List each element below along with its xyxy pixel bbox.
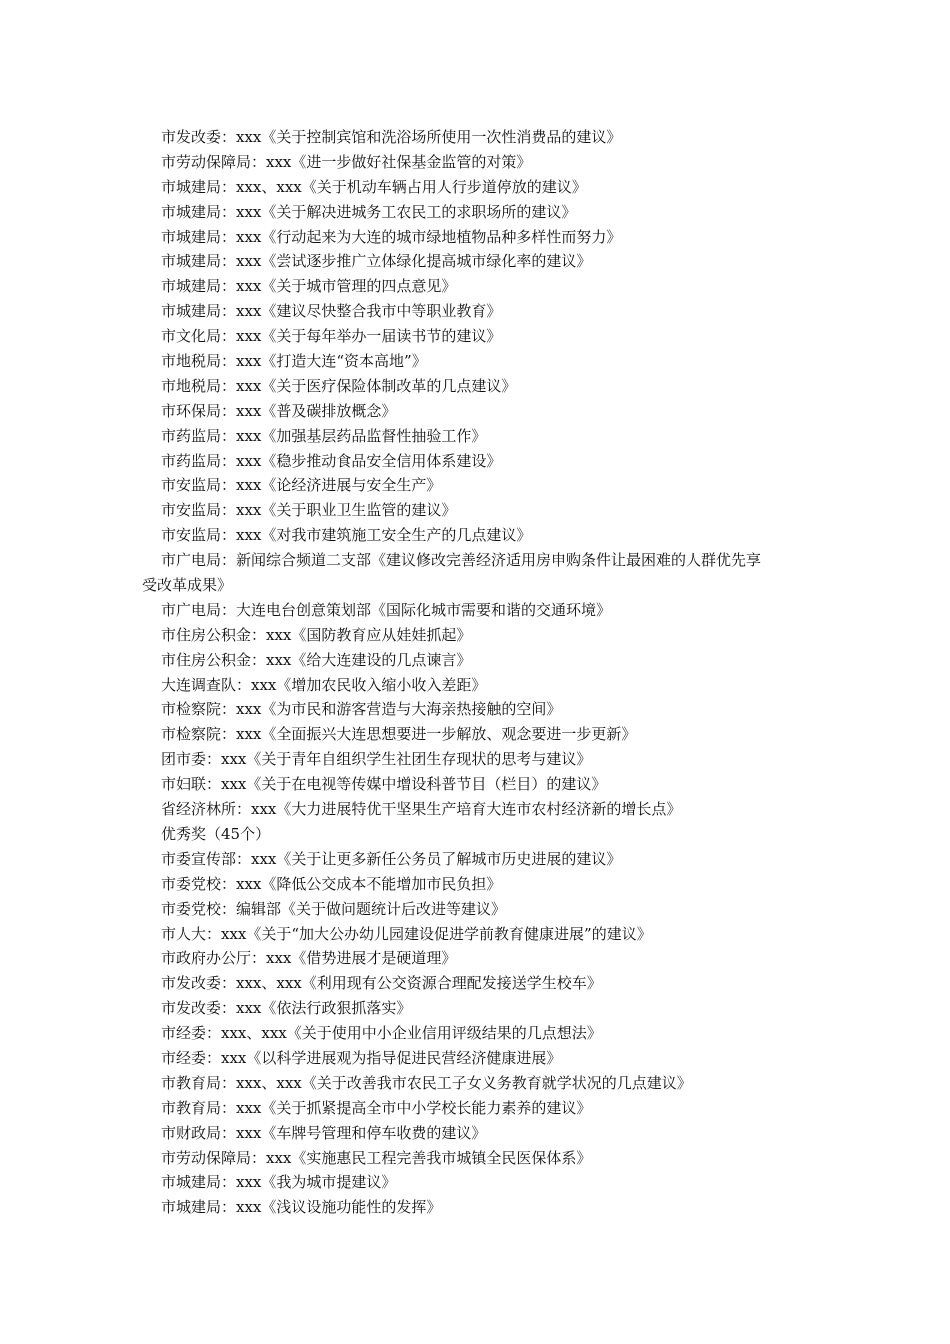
list-line: 市广电局：新闻综合频道二支部《建议修改完善经济适用房申购条件让最困难的人群优先享 — [161, 551, 762, 570]
list-line: 市委党校：xxx《降低公交成本不能增加市民负担》 — [161, 874, 502, 893]
list-line: 市安监局：xxx《关于职业卫生监管的建议》 — [161, 501, 457, 520]
list-line: 大连调查队：xxx《增加农民收入缩小收入差距》 — [161, 675, 487, 694]
list-line: 市教育局：xxx《关于抓紧提高全市中小学校长能力素养的建议》 — [161, 1098, 592, 1117]
list-line: 市妇联：xxx《关于在电视等传媒中增设科普节目（栏目）的建议》 — [161, 775, 607, 794]
list-line: 市城建局：xxx《关于城市管理的四点意见》 — [161, 277, 457, 296]
award-list — [142, 125, 822, 1220]
list-line: 市委党校：编辑部《关于做问题统计后改进等建议》 — [161, 899, 507, 918]
section-heading-excellence-award: 优秀奖（45个） — [161, 824, 271, 843]
list-line-continuation: 受改革成果》 — [142, 576, 233, 595]
list-line: 市经委：xxx、xxx《关于使用中小企业信用评级结果的几点想法》 — [161, 1024, 602, 1043]
list-line: 市发改委：xxx、xxx《利用现有公交资源合理配发接送学生校车》 — [161, 974, 602, 993]
list-line: 市住房公积金：xxx《给大连建设的几点谏言》 — [161, 650, 472, 669]
list-line: 市城建局：xxx《关于解决进城务工农民工的求职场所的建议》 — [161, 202, 577, 221]
list-line: 市发改委：xxx《关于控制宾馆和洗浴场所使用一次性消费品的建议》 — [161, 128, 622, 146]
list-line: 市广电局：大连电台创意策划部《国际化城市需要和谐的交通环境》 — [161, 600, 612, 619]
list-line: 市药监局：xxx《稳步推动食品安全信用体系建设》 — [161, 451, 502, 470]
list-line: 市环保局：xxx《普及碳排放概念》 — [161, 401, 397, 420]
list-line: 市地税局：xxx《关于医疗保险体制改革的几点建议》 — [161, 376, 517, 395]
list-line: 市政府办公厅：xxx《借势进展才是硬道理》 — [161, 949, 457, 968]
list-line: 市城建局：xxx、xxx《关于机动车辆占用人行步道停放的建议》 — [161, 177, 587, 196]
list-line: 市安监局：xxx《对我市建筑施工安全生产的几点建议》 — [161, 526, 532, 545]
list-line: 市劳动保障局：xxx《实施惠民工程完善我市城镇全民医保体系》 — [161, 1148, 592, 1167]
list-line: 市药监局：xxx《加强基层药品监督性抽验工作》 — [161, 426, 487, 445]
list-line: 市检察院：xxx《全面振兴大连思想要进一步解放、观念要进一步更新》 — [161, 725, 637, 744]
list-line: 市城建局：xxx《浅议设施功能性的发挥》 — [161, 1198, 442, 1217]
list-line: 市教育局：xxx、xxx《关于改善我市农民工子女义务教育就学状况的几点建议》 — [161, 1073, 692, 1092]
list-line: 省经济林所：xxx《大力进展特优干坚果生产培育大连市农村经济新的增长点》 — [161, 800, 682, 819]
list-line: 市住房公积金：xxx《国防教育应从娃娃抓起》 — [161, 625, 472, 644]
list-line: 市安监局：xxx《论经济进展与安全生产》 — [161, 476, 442, 495]
list-line: 市城建局：xxx《建议尽快整合我市中等职业教育》 — [161, 302, 502, 321]
list-line: 市地税局：xxx《打造大连“资本高地”》 — [161, 352, 427, 371]
list-line: 市城建局：xxx《行动起来为大连的城市绿地植物品种多样性而努力》 — [161, 227, 622, 246]
list-line: 团市委：xxx《关于青年自组织学生社团生存现状的思考与建议》 — [161, 750, 592, 769]
list-line: 市城建局：xxx《我为城市提建议》 — [161, 1173, 397, 1192]
list-line: 市文化局：xxx《关于每年举办一届读书节的建议》 — [161, 327, 502, 346]
list-line: 市财政局：xxx《车牌号管理和停车收费的建议》 — [161, 1123, 487, 1142]
list-line: 市委宣传部：xxx《关于让更多新任公务员了解城市历史进展的建议》 — [161, 849, 622, 868]
list-line: 市检察院：xxx《为市民和游客营造与大海亲热接触的空间》 — [161, 700, 562, 719]
list-line: 市发改委：xxx《依法行政狠抓落实》 — [161, 999, 412, 1018]
list-line: 市城建局：xxx《尝试逐步推广立体绿化提高城市绿化率的建议》 — [161, 252, 592, 271]
list-line: 市经委：xxx《以科学进展观为指导促进民营经济健康进展》 — [161, 1048, 562, 1067]
list-line: 市劳动保障局：xxx《进一步做好社保基金监管的对策》 — [161, 152, 532, 171]
list-line: 市人大：xxx《关于“加大公办幼儿园建设促进学前教育健康进展”的建议》 — [161, 924, 652, 943]
